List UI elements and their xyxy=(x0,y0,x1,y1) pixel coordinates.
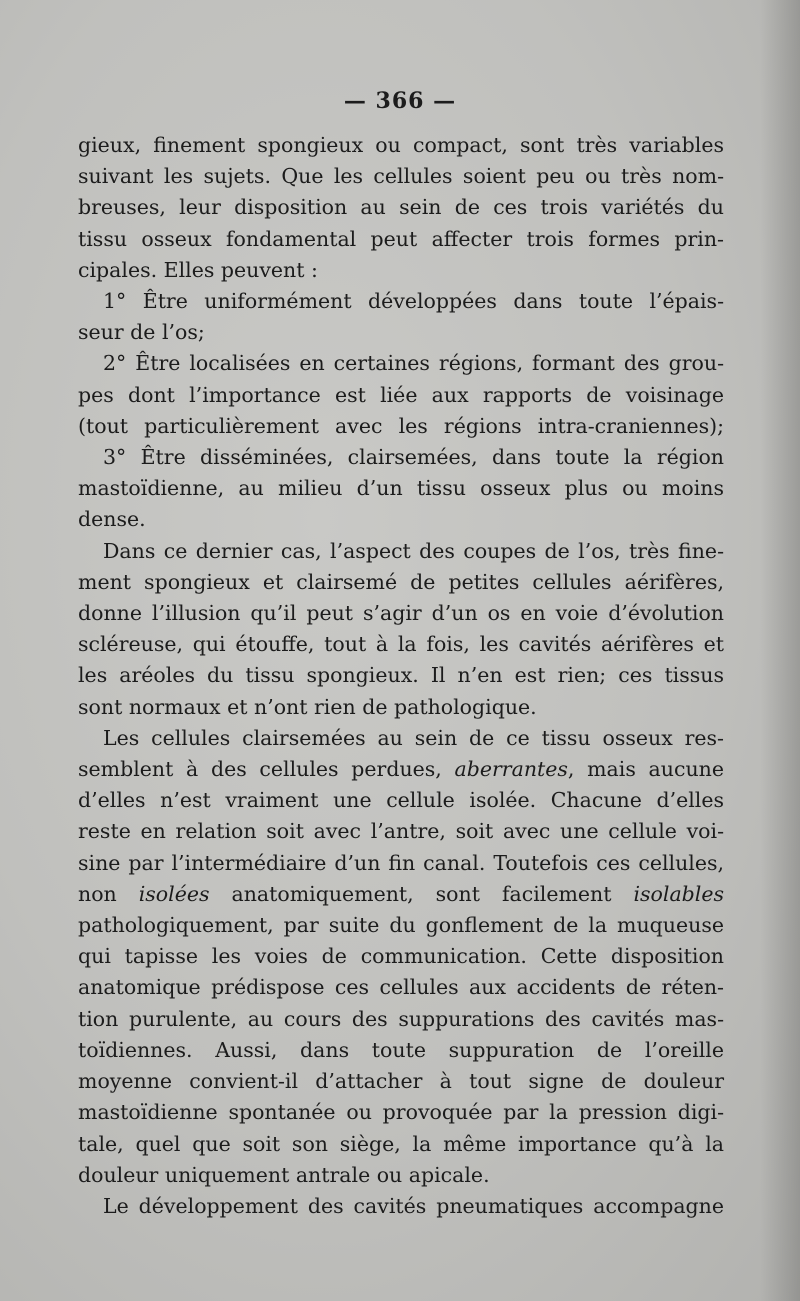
text-fragment: anatomiquement, sont facilement xyxy=(209,881,634,906)
text-line: dense. xyxy=(78,507,146,532)
text-line: sont normaux et n’ont rien de pathologique. xyxy=(78,694,537,719)
text-line: tion purulente, au cours des suppurations des cavités mas- xyxy=(78,1006,724,1031)
page-number: — 366 — xyxy=(343,88,457,114)
text-line: d’elles n’est vraiment une cellule isolée. Chacune d’elles xyxy=(78,788,724,813)
text-line: scléreuse, qui étouffe, tout à la fois, les cavités aérifères et xyxy=(78,632,724,657)
text-line: ment spongieux et clairsemé de petites cellules aérifères, xyxy=(78,569,724,594)
text-line: mastoïdienne spontanée ou provoquée par la pression digi- xyxy=(78,1100,724,1125)
text-line: pes dont l’importance est liée aux rapports de voisinage xyxy=(78,382,724,407)
text-line: moyenne convient-il d’attacher à tout signe de douleur xyxy=(78,1069,724,1094)
text-line: seur de l’os; xyxy=(78,320,205,345)
text-line: reste en relation soit avec l’antre, soit avec une cellule voi- xyxy=(78,819,724,844)
text-line: 2° Être localisées en certaines régions, formant des grou- xyxy=(103,351,724,376)
text-fragment: semblent à des cellules perdues, xyxy=(78,757,455,782)
text-line: pathologiquement, par suite du gonflement de la muqueuse xyxy=(78,913,724,938)
text-line xyxy=(78,754,724,785)
text-line: mastoïdienne, au milieu d’un tissu osseux plus ou moins xyxy=(78,476,724,501)
text-line: Les cellules clairsemées au sein de ce tissu osseux res- xyxy=(103,725,724,750)
text-line xyxy=(78,879,724,910)
text-line: anatomique prédispose ces cellules aux accidents de réten- xyxy=(78,975,724,1000)
text-line: donne l’illusion qu’il peut s’agir d’un os en voie d’évolution xyxy=(78,601,724,626)
text-line: Le développement des cavités pneumatiques accompagne xyxy=(103,1193,724,1218)
text-line: Dans ce dernier cas, l’aspect des coupes de l’os, très fine- xyxy=(103,538,724,563)
italic-text: isolables xyxy=(633,881,725,906)
text-line: suivant les sujets. Que les cellules soient peu ou très nom- xyxy=(78,164,724,189)
text-line: tissu osseux fondamental peut affecter trois formes prin- xyxy=(78,226,724,251)
text-line: breuses, leur disposition au sein de ces trois variétés du xyxy=(78,195,724,220)
italic-text: aberrantes xyxy=(454,757,568,782)
page-shadow xyxy=(760,0,800,1301)
body-text xyxy=(78,130,724,1222)
text-line: toïdiennes. Aussi, dans toute suppuration de l’oreille xyxy=(78,1037,724,1062)
text-line: cipales. Elles peuvent : xyxy=(78,257,318,282)
text-line: les aréoles du tissu spongieux. Il n’en est rien; ces tissus xyxy=(78,663,724,688)
text-line: 1° Être uniformément développées dans toute l’épais- xyxy=(103,289,724,314)
text-line: (tout particulièrement avec les régions intra-craniennes); xyxy=(78,413,724,438)
text-line: douleur uniquement antrale ou apicale. xyxy=(78,1162,490,1187)
text-fragment: , mais aucune xyxy=(567,757,724,782)
text-line: 3° Être disséminées, clairsemées, dans toute la région xyxy=(103,445,724,470)
text-fragment: non xyxy=(78,881,139,906)
text-line: gieux, finement spongieux ou compact, sont très variables xyxy=(78,133,724,157)
text-line: tale, quel que soit son siège, la même importance qu’à la xyxy=(78,1131,724,1156)
text-line: sine par l’intermédiaire d’un fin canal. Toutefois ces cellules, xyxy=(78,850,724,875)
italic-text: isolées xyxy=(138,881,210,906)
text-line: qui tapisse les voies de communication. Cette disposition xyxy=(78,944,724,969)
